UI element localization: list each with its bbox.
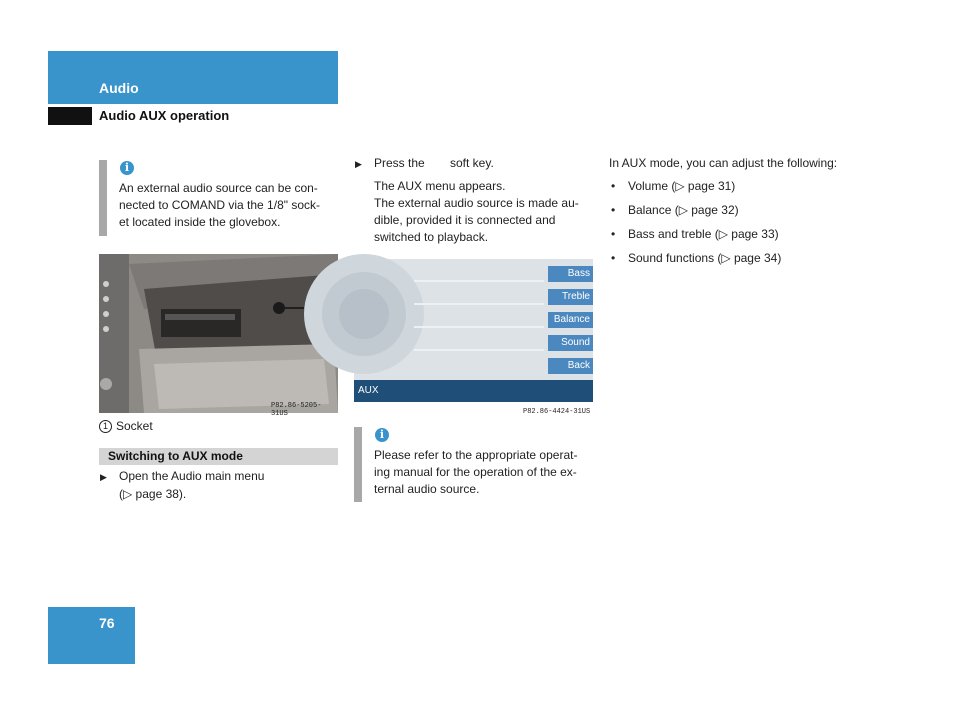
info-text-aux: Please refer to the appropriate operat- ing manual for the operation of the ex- ternal audio source.: [374, 448, 578, 496]
step-arrow-icon: ▶: [100, 472, 107, 482]
procedure-heading: [99, 448, 338, 465]
info-bar: [354, 427, 362, 502]
page-number: 76: [99, 615, 115, 631]
subsection-title: Audio AUX operation: [99, 108, 230, 123]
step-softkey: soft key.: [450, 156, 494, 170]
bullet-dot: •: [611, 203, 616, 217]
section-title: Audio: [99, 80, 139, 96]
glovebox-illustration: [99, 254, 338, 413]
result-line3: dible, provided it is connected and: [374, 213, 556, 227]
subsection-marker: [48, 107, 92, 125]
result-line2: The external audio source is made au-: [374, 196, 579, 210]
photo-caption: [99, 418, 153, 435]
caption-text: Socket: [116, 419, 153, 433]
procedure-heading-text: Switching to AUX mode: [108, 449, 243, 463]
step-open-menu-ref: (▷ page 38).: [119, 487, 187, 501]
bullet-dot: •: [611, 251, 616, 265]
result-line1: The AUX menu appears.: [374, 179, 506, 193]
info-text: An external audio source can be con- nected to COMAND via the 1/8" sock- et located inside the glovebox.: [119, 181, 321, 229]
screen-status-bar: AUX: [354, 380, 593, 402]
bullet-dot: •: [611, 227, 616, 241]
list-item-bass-treble: Bass and treble (▷ page 33): [628, 227, 779, 241]
list-item-balance: Balance (▷ page 32): [628, 203, 739, 217]
caption-number: 1: [99, 420, 112, 433]
info-bar: [99, 160, 107, 236]
info-icon: i: [120, 161, 134, 175]
glovebox-photo: [99, 254, 338, 418]
softkey-bass: Bass: [548, 266, 593, 282]
photo-code: P82.86-5205-31US: [271, 402, 322, 418]
softkey-back: Back: [548, 358, 593, 374]
page-number-block: [48, 607, 135, 664]
step-arrow-icon: ▶: [355, 159, 362, 169]
softkey-treble: Treble: [548, 289, 593, 305]
step-open-menu: Open the Audio main menu: [119, 469, 265, 483]
list-item-sound: Sound functions (▷ page 34): [628, 251, 782, 265]
step-press: Press the: [374, 156, 425, 170]
header-banner: [48, 51, 338, 104]
softkey-balance: Balance: [548, 312, 593, 328]
result-line4: switched to playback.: [374, 230, 489, 244]
softkey-sound: Sound: [548, 335, 593, 351]
bullet-dot: •: [611, 179, 616, 193]
info-icon: i: [375, 428, 389, 442]
list-item-volume: Volume (▷ page 31): [628, 179, 736, 193]
screen-code: P82.86-4424-31US: [523, 408, 591, 416]
comand-screen: [354, 259, 593, 402]
aux-adjust-intro: In AUX mode, you can adjust the following:: [609, 156, 838, 170]
